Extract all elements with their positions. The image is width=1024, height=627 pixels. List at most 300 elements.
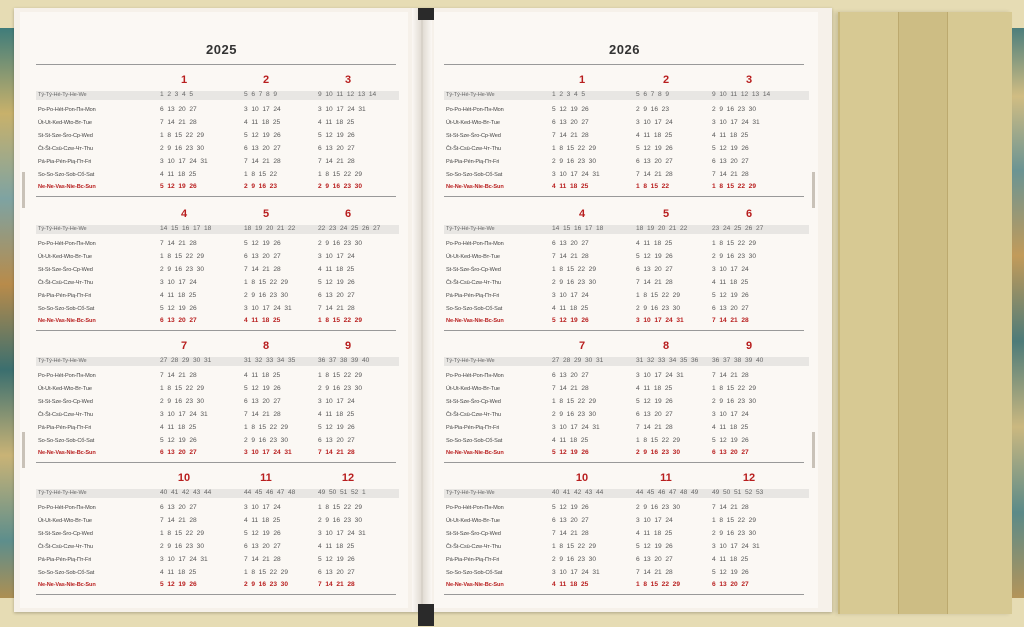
row-label-week: Tý-Tý-Hé-Ty-He-We — [446, 490, 495, 496]
row-label-wed: St-St-Sze-Śro-Ср-Wed — [38, 399, 93, 405]
week-numbers: 14 15 16 17 18 — [552, 225, 604, 232]
row-label-tue: Út-Ut-Ked-Wto-Вт-Tue — [38, 518, 92, 524]
month-number: 3 — [344, 74, 352, 86]
day-row-thu: 5 12 19 26 — [636, 145, 673, 152]
day-row-fri: 1 8 15 22 29 — [244, 424, 288, 431]
month-number: 8 — [262, 340, 270, 352]
day-row-sun: 5 12 19 26 — [160, 581, 197, 588]
day-row-mon: 4 11 18 25 — [636, 240, 673, 247]
week-numbers: 40 41 42 43 44 — [160, 489, 212, 496]
day-row-tue: 2 9 16 23 30 — [318, 517, 362, 524]
day-row-wed: 5 12 19 26 — [636, 398, 673, 405]
month-number: 4 — [180, 208, 188, 220]
row-label-mon: Po-Po-Hét-Pon-Пн-Mon — [38, 107, 96, 113]
day-row-sun: 4 11 18 25 — [552, 183, 589, 190]
row-label-sun: Ne-Ne-Vas-Nie-Вс-Sun — [446, 450, 504, 456]
day-row-sun: 4 11 18 25 — [552, 581, 589, 588]
day-row-sun: 1 8 15 22 29 — [712, 183, 756, 190]
day-row-mon: 6 13 20 27 — [552, 240, 589, 247]
row-label-thu: Čt-Št-Csü-Czw-Чт-Thu — [446, 146, 501, 152]
day-row-tue: 3 10 17 24 31 — [712, 119, 760, 126]
day-row-wed: 5 12 19 26 — [244, 132, 281, 139]
month-number: 1 — [578, 74, 586, 86]
day-row-sat: 1 8 15 22 29 — [244, 569, 288, 576]
day-row-mon: 1 8 15 22 29 — [712, 240, 756, 247]
month-number: 5 — [262, 208, 270, 220]
page-edge-tab — [812, 432, 815, 468]
page-edge-tab — [812, 172, 815, 208]
day-row-mon: 5 12 19 26 — [244, 240, 281, 247]
week-numbers: 5 6 7 8 9 — [636, 91, 669, 98]
week-numbers: 1 2 3 4 5 — [552, 91, 585, 98]
week-numbers: 23 24 25 26 27 — [712, 225, 764, 232]
day-row-wed: 7 14 21 28 — [244, 266, 281, 273]
row-label-sun: Ne-Ne-Vas-Nie-Вс-Sun — [446, 318, 504, 324]
day-row-wed: 2 9 16 23 30 — [712, 530, 756, 537]
day-row-mon: 2 9 16 23 30 — [712, 106, 756, 113]
day-row-sat: 2 9 16 23 30 — [636, 305, 680, 312]
month-number: 2 — [662, 74, 670, 86]
week-numbers: 31 32 33 34 35 — [244, 357, 296, 364]
row-label-sun: Ne-Ne-Vas-Nie-Вс-Sun — [38, 582, 96, 588]
day-row-sat: 7 14 21 28 — [712, 171, 749, 178]
day-row-thu: 1 8 15 22 29 — [244, 279, 288, 286]
row-label-sat: So-So-Szo-Sob-Сб-Sat — [446, 306, 503, 312]
row-label-wed: St-St-Sze-Śro-Ср-Wed — [38, 133, 93, 139]
day-row-sun: 6 13 20 27 — [712, 449, 749, 456]
day-row-fri: 2 9 16 23 30 — [552, 556, 596, 563]
day-row-tue: 4 11 18 25 — [244, 119, 281, 126]
page-edge-tab — [22, 432, 25, 468]
week-numbers: 31 32 33 34 35 36 — [636, 357, 699, 364]
day-row-mon: 7 14 21 28 — [160, 372, 197, 379]
month-number: 10 — [575, 472, 589, 484]
row-label-week: Tý-Tý-Hé-Ty-He-We — [38, 358, 87, 364]
week-numbers: 44 45 46 47 48 49 — [636, 489, 699, 496]
row-label-wed: St-St-Sze-Śro-Ср-Wed — [38, 531, 93, 537]
month-number: 2 — [262, 74, 270, 86]
day-row-thu: 2 9 16 23 30 — [552, 411, 596, 418]
day-row-wed: 7 14 21 28 — [552, 132, 589, 139]
day-row-mon: 2 9 16 23 30 — [636, 504, 680, 511]
day-row-thu: 4 11 18 25 — [712, 279, 749, 286]
day-row-thu: 1 8 15 22 29 — [552, 145, 596, 152]
day-row-thu: 5 12 19 26 — [712, 145, 749, 152]
day-row-wed: 4 11 18 25 — [318, 266, 355, 273]
day-row-tue: 1 8 15 22 29 — [712, 517, 756, 524]
year-divider — [444, 64, 804, 65]
row-label-week: Tý-Tý-Hé-Ty-He-We — [38, 226, 87, 232]
day-row-fri: 6 13 20 27 — [636, 158, 673, 165]
week-numbers: 49 50 51 52 53 — [712, 489, 764, 496]
day-row-thu: 5 12 19 26 — [318, 279, 355, 286]
day-row-mon: 4 11 18 25 — [244, 372, 281, 379]
month-number: 5 — [662, 208, 670, 220]
day-row-mon: 6 13 20 27 — [160, 106, 197, 113]
week-numbers: 27 28 29 30 31 — [160, 357, 212, 364]
row-label-tue: Út-Ut-Ked-Wto-Вт-Tue — [446, 386, 500, 392]
row-label-fri: Pá-Pia-Pén-Pią-Пт-Fri — [38, 293, 92, 299]
row-label-wed: St-St-Sze-Śro-Ср-Wed — [446, 267, 501, 273]
row-label-fri: Pá-Pia-Pén-Pią-Пт-Fri — [446, 425, 500, 431]
open-pages — [14, 8, 832, 612]
row-label-tue: Út-Ut-Ked-Wto-Вт-Tue — [446, 120, 500, 126]
day-row-wed: 2 9 16 23 30 — [160, 398, 204, 405]
month-number: 3 — [745, 74, 753, 86]
quarter-divider — [36, 594, 396, 595]
day-row-wed: 2 9 16 23 30 — [160, 266, 204, 273]
row-label-fri: Pá-Pia-Pén-Pią-Пт-Fri — [446, 293, 500, 299]
row-label-tue: Út-Ut-Ked-Wto-Вт-Tue — [38, 120, 92, 126]
row-label-tue: Út-Ut-Ked-Wto-Вт-Tue — [446, 254, 500, 260]
day-row-mon: 7 14 21 28 — [160, 240, 197, 247]
week-numbers: 27 28 29 30 31 — [552, 357, 604, 364]
day-row-sat: 7 14 21 28 — [636, 569, 673, 576]
day-row-wed: 7 14 21 28 — [552, 530, 589, 537]
day-row-sat: 1 8 15 22 29 — [636, 437, 680, 444]
month-number: 9 — [745, 340, 753, 352]
day-row-mon: 2 9 16 23 — [636, 106, 669, 113]
row-label-tue: Út-Ut-Ked-Wto-Вт-Tue — [38, 254, 92, 260]
row-label-sat: So-So-Szo-Sob-Сб-Sat — [446, 172, 503, 178]
day-row-tue: 7 14 21 28 — [552, 253, 589, 260]
row-label-fri: Pá-Pia-Pén-Pią-Пт-Fri — [38, 557, 92, 563]
day-row-tue: 1 8 15 22 29 — [160, 253, 204, 260]
row-label-wed: St-St-Sze-Śro-Ср-Wed — [446, 399, 501, 405]
day-row-fri: 4 11 18 25 — [712, 424, 749, 431]
day-row-tue: 7 14 21 28 — [160, 517, 197, 524]
day-row-sun: 3 10 17 24 31 — [244, 449, 292, 456]
day-row-sun: 5 12 19 26 — [552, 317, 589, 324]
row-label-mon: Po-Po-Hét-Pon-Пн-Mon — [38, 241, 96, 247]
day-row-tue: 1 8 15 22 29 — [712, 385, 756, 392]
row-label-sun: Ne-Ne-Vas-Nie-Вс-Sun — [38, 184, 96, 190]
day-row-tue: 4 11 18 25 — [244, 517, 281, 524]
row-label-sun: Ne-Ne-Vas-Nie-Вс-Sun — [38, 450, 96, 456]
day-row-sat: 5 12 19 26 — [160, 437, 197, 444]
row-label-mon: Po-Po-Hét-Pon-Пн-Mon — [446, 241, 504, 247]
row-label-week: Tý-Tý-Hé-Ty-He-We — [446, 226, 495, 232]
day-row-thu: 2 9 16 23 30 — [160, 145, 204, 152]
day-row-fri: 4 11 18 25 — [160, 292, 197, 299]
day-row-sun: 2 9 16 23 30 — [636, 449, 680, 456]
day-row-sun: 4 11 18 25 — [244, 317, 281, 324]
day-row-sat: 4 11 18 25 — [160, 171, 197, 178]
day-row-thu: 4 11 18 25 — [318, 543, 355, 550]
day-row-sun: 2 9 16 23 30 — [244, 581, 288, 588]
day-row-tue: 3 10 17 24 — [318, 253, 355, 260]
day-row-fri: 7 14 21 28 — [244, 158, 281, 165]
day-row-sun: 1 8 15 22 29 — [318, 317, 362, 324]
quarter-divider — [36, 196, 396, 197]
year-heading: 2026 — [609, 42, 640, 57]
row-label-mon: Po-Po-Hét-Pon-Пн-Mon — [38, 373, 96, 379]
day-row-fri: 6 13 20 27 — [318, 292, 355, 299]
row-label-sat: So-So-Szo-Sob-Сб-Sat — [38, 306, 95, 312]
day-row-tue: 6 13 20 27 — [552, 119, 589, 126]
week-numbers: 44 45 46 47 48 — [244, 489, 296, 496]
day-row-mon: 5 12 19 26 — [552, 504, 589, 511]
row-label-thu: Čt-Št-Csü-Czw-Чт-Thu — [446, 280, 501, 286]
day-row-sat: 4 11 18 25 — [552, 437, 589, 444]
day-row-tue: 4 11 18 25 — [318, 119, 355, 126]
day-row-sun: 3 10 17 24 31 — [636, 317, 684, 324]
row-label-sat: So-So-Szo-Sob-Сб-Sat — [38, 438, 95, 444]
day-row-mon: 7 14 21 28 — [712, 504, 749, 511]
row-label-week: Tý-Tý-Hé-Ty-He-We — [38, 92, 87, 98]
day-row-sat: 2 9 16 23 30 — [244, 437, 288, 444]
day-row-fri: 5 12 19 26 — [318, 556, 355, 563]
year-divider — [36, 64, 396, 65]
day-row-wed: 3 10 17 24 31 — [318, 530, 366, 537]
day-row-sat: 6 13 20 27 — [318, 569, 355, 576]
day-row-thu: 3 10 17 24 — [160, 279, 197, 286]
day-row-thu: 6 13 20 27 — [244, 145, 281, 152]
bookmark-ribbon-bottom[interactable] — [418, 604, 434, 626]
day-row-mon: 3 10 17 24 31 — [636, 372, 684, 379]
month-number: 11 — [260, 472, 272, 484]
day-row-tue: 6 13 20 27 — [552, 517, 589, 524]
day-row-mon: 6 13 20 27 — [552, 372, 589, 379]
week-numbers: 9 10 11 12 13 14 — [318, 91, 377, 98]
day-row-sat: 4 11 18 25 — [160, 569, 197, 576]
row-label-tue: Út-Ut-Ked-Wto-Вт-Tue — [38, 386, 92, 392]
day-row-fri: 3 10 17 24 31 — [552, 424, 600, 431]
day-row-sat: 5 12 19 26 — [712, 437, 749, 444]
row-label-fri: Pá-Pia-Pén-Pią-Пт-Fri — [38, 159, 92, 165]
elastic-band — [898, 12, 948, 614]
day-row-wed: 6 13 20 27 — [244, 398, 281, 405]
row-label-thu: Čt-Št-Csü-Czw-Чт-Thu — [38, 412, 93, 418]
day-row-tue: 2 9 16 23 30 — [318, 385, 362, 392]
cover-flap — [838, 12, 1012, 614]
row-label-sat: So-So-Szo-Sob-Сб-Sat — [38, 570, 95, 576]
day-row-sun: 6 13 20 27 — [712, 581, 749, 588]
week-numbers: 14 15 16 17 18 — [160, 225, 212, 232]
day-row-mon: 7 14 21 28 — [712, 372, 749, 379]
day-row-fri: 6 13 20 27 — [712, 158, 749, 165]
day-row-sun: 2 9 16 23 30 — [318, 183, 362, 190]
month-number: 12 — [341, 472, 355, 484]
day-row-thu: 3 10 17 24 — [712, 411, 749, 418]
day-row-sat: 3 10 17 24 31 — [552, 171, 600, 178]
day-row-wed: 6 13 20 27 — [636, 266, 673, 273]
page-edge-tab — [22, 172, 25, 208]
book-gutter — [412, 8, 432, 612]
day-row-tue: 1 8 15 22 29 — [160, 385, 204, 392]
row-label-thu: Čt-Št-Csü-Czw-Чт-Thu — [446, 412, 501, 418]
week-numbers: 5 6 7 8 9 — [244, 91, 277, 98]
day-row-tue: 7 14 21 28 — [160, 119, 197, 126]
day-row-mon: 5 12 19 26 — [552, 106, 589, 113]
day-row-sun: 5 12 19 26 — [160, 183, 197, 190]
row-label-thu: Čt-Št-Csü-Czw-Чт-Thu — [446, 544, 501, 550]
day-row-fri: 7 14 21 28 — [318, 158, 355, 165]
day-row-sat: 4 11 18 25 — [552, 305, 589, 312]
day-row-mon: 3 10 17 24 — [244, 106, 281, 113]
day-row-tue: 7 14 21 28 — [552, 385, 589, 392]
day-row-thu: 7 14 21 28 — [636, 279, 673, 286]
day-row-wed: 4 11 18 25 — [712, 132, 749, 139]
quarter-divider — [444, 196, 804, 197]
day-row-wed: 5 12 19 26 — [244, 530, 281, 537]
row-label-fri: Pá-Pia-Pén-Pią-Пт-Fri — [446, 557, 500, 563]
week-numbers: 36 37 38 39 40 — [318, 357, 370, 364]
day-row-fri: 5 12 19 26 — [318, 424, 355, 431]
row-label-fri: Pá-Pia-Pén-Pią-Пт-Fri — [38, 425, 92, 431]
day-row-fri: 6 13 20 27 — [636, 556, 673, 563]
row-label-wed: St-St-Sze-Śro-Ср-Wed — [38, 267, 93, 273]
week-numbers: 49 50 51 52 1 — [318, 489, 366, 496]
day-row-sat: 1 8 15 22 29 — [318, 171, 362, 178]
day-row-fri: 7 14 21 28 — [244, 556, 281, 563]
month-number: 7 — [578, 340, 586, 352]
month-number: 11 — [660, 472, 672, 484]
month-number: 4 — [578, 208, 586, 220]
row-label-mon: Po-Po-Hét-Pon-Пн-Mon — [446, 107, 504, 113]
week-numbers: 18 19 20 21 22 — [636, 225, 688, 232]
day-row-thu: 2 9 16 23 30 — [552, 279, 596, 286]
month-number: 6 — [745, 208, 753, 220]
day-row-wed: 3 10 17 24 — [318, 398, 355, 405]
day-row-tue: 5 12 19 26 — [636, 253, 673, 260]
page-2025 — [20, 12, 408, 608]
day-row-tue: 3 10 17 24 — [636, 517, 673, 524]
day-row-fri: 2 9 16 23 30 — [244, 292, 288, 299]
day-row-fri: 4 11 18 25 — [160, 424, 197, 431]
day-row-fri: 2 9 16 23 30 — [552, 158, 596, 165]
week-numbers: 1 2 3 4 5 — [160, 91, 193, 98]
quarter-divider — [36, 330, 396, 331]
quarter-divider — [444, 462, 804, 463]
day-row-sat: 1 8 15 22 — [244, 171, 277, 178]
row-label-sat: So-So-Szo-Sob-Сб-Sat — [446, 438, 503, 444]
row-label-thu: Čt-Št-Csü-Czw-Чт-Thu — [38, 146, 93, 152]
day-row-thu: 2 9 16 23 30 — [160, 543, 204, 550]
day-row-wed: 1 8 15 22 29 — [552, 398, 596, 405]
day-row-wed: 1 8 15 22 29 — [160, 530, 204, 537]
day-row-sun: 6 13 20 27 — [160, 317, 197, 324]
row-label-sun: Ne-Ne-Vas-Nie-Вс-Sun — [38, 318, 96, 324]
day-row-tue: 6 13 20 27 — [244, 253, 281, 260]
day-row-fri: 3 10 17 24 — [552, 292, 589, 299]
month-number: 12 — [742, 472, 756, 484]
day-row-thu: 6 13 20 27 — [244, 543, 281, 550]
bookmark-ribbon-top[interactable] — [418, 8, 434, 20]
day-row-sun: 1 8 15 22 29 — [636, 581, 680, 588]
row-label-mon: Po-Po-Hét-Pon-Пн-Mon — [446, 373, 504, 379]
day-row-mon: 2 9 16 23 30 — [318, 240, 362, 247]
day-row-fri: 3 10 17 24 31 — [160, 556, 208, 563]
week-numbers: 9 10 11 12 13 14 — [712, 91, 771, 98]
quarter-divider — [36, 462, 396, 463]
day-row-tue: 3 10 17 24 — [636, 119, 673, 126]
day-row-mon: 6 13 20 27 — [160, 504, 197, 511]
row-label-fri: Pá-Pia-Pén-Pią-Пт-Fri — [446, 159, 500, 165]
day-row-wed: 2 9 16 23 30 — [712, 398, 756, 405]
page-2026 — [434, 12, 818, 608]
row-label-sun: Ne-Ne-Vas-Nie-Вс-Sun — [446, 184, 504, 190]
week-numbers: 22 23 24 25 26 27 — [318, 225, 381, 232]
row-label-sat: So-So-Szo-Sob-Сб-Sat — [38, 172, 95, 178]
week-numbers: 18 19 20 21 22 — [244, 225, 296, 232]
day-row-fri: 3 10 17 24 31 — [160, 158, 208, 165]
day-row-fri: 4 11 18 25 — [712, 556, 749, 563]
day-row-sat: 5 12 19 26 — [160, 305, 197, 312]
day-row-wed: 4 11 18 25 — [636, 132, 673, 139]
month-number: 6 — [344, 208, 352, 220]
day-row-thu: 6 13 20 27 — [636, 411, 673, 418]
day-row-thu: 4 11 18 25 — [318, 411, 355, 418]
week-numbers: 40 41 42 43 44 — [552, 489, 604, 496]
day-row-sat: 6 13 20 27 — [318, 437, 355, 444]
day-row-wed: 3 10 17 24 — [712, 266, 749, 273]
day-row-thu: 3 10 17 24 31 — [160, 411, 208, 418]
day-row-thu: 1 8 15 22 29 — [552, 543, 596, 550]
day-row-sun: 5 12 19 26 — [552, 449, 589, 456]
day-row-sun: 7 14 21 28 — [318, 449, 355, 456]
row-label-week: Tý-Tý-Hé-Ty-He-We — [446, 92, 495, 98]
day-row-wed: 4 11 18 25 — [636, 530, 673, 537]
day-row-sat: 6 13 20 27 — [712, 305, 749, 312]
day-row-tue: 5 12 19 26 — [244, 385, 281, 392]
month-number: 1 — [180, 74, 188, 86]
month-number: 10 — [177, 472, 191, 484]
row-label-mon: Po-Po-Hét-Pon-Пн-Mon — [38, 505, 96, 511]
row-label-sun: Ne-Ne-Vas-Nie-Вс-Sun — [446, 582, 504, 588]
day-row-mon: 3 10 17 24 — [244, 504, 281, 511]
day-row-sun: 7 14 21 28 — [318, 581, 355, 588]
row-label-mon: Po-Po-Hét-Pon-Пн-Mon — [446, 505, 504, 511]
day-row-mon: 1 8 15 22 29 — [318, 372, 362, 379]
day-row-sat: 7 14 21 28 — [318, 305, 355, 312]
day-row-wed: 1 8 15 22 29 — [160, 132, 204, 139]
day-row-sat: 3 10 17 24 31 — [244, 305, 292, 312]
day-row-thu: 5 12 19 26 — [636, 543, 673, 550]
day-row-mon: 1 8 15 22 29 — [318, 504, 362, 511]
row-label-week: Tý-Tý-Hé-Ty-He-We — [38, 490, 87, 496]
row-label-tue: Út-Ut-Ked-Wto-Вт-Tue — [446, 518, 500, 524]
day-row-sun: 2 9 16 23 — [244, 183, 277, 190]
day-row-sat: 7 14 21 28 — [636, 171, 673, 178]
quarter-divider — [444, 330, 804, 331]
row-label-week: Tý-Tý-Hé-Ty-He-We — [446, 358, 495, 364]
day-row-fri: 5 12 19 26 — [712, 292, 749, 299]
day-row-thu: 6 13 20 27 — [318, 145, 355, 152]
day-row-sat: 3 10 17 24 31 — [552, 569, 600, 576]
week-numbers: 36 37 38 39 40 — [712, 357, 764, 364]
row-label-thu: Čt-Št-Csü-Czw-Чт-Thu — [38, 280, 93, 286]
day-row-sun: 6 13 20 27 — [160, 449, 197, 456]
day-row-tue: 4 11 18 25 — [636, 385, 673, 392]
day-row-thu: 7 14 21 28 — [244, 411, 281, 418]
day-row-sun: 7 14 21 28 — [712, 317, 749, 324]
day-row-sun: 1 8 15 22 — [636, 183, 669, 190]
day-row-thu: 3 10 17 24 31 — [712, 543, 760, 550]
row-label-sat: So-So-Szo-Sob-Сб-Sat — [446, 570, 503, 576]
day-row-wed: 5 12 19 26 — [318, 132, 355, 139]
month-number: 9 — [344, 340, 352, 352]
day-row-fri: 1 8 15 22 29 — [636, 292, 680, 299]
row-label-wed: St-St-Sze-Śro-Ср-Wed — [446, 531, 501, 537]
day-row-fri: 7 14 21 28 — [636, 424, 673, 431]
day-row-sat: 5 12 19 26 — [712, 569, 749, 576]
day-row-wed: 1 8 15 22 29 — [552, 266, 596, 273]
quarter-divider — [444, 594, 804, 595]
cover-artwork-left — [0, 28, 14, 598]
month-number: 8 — [662, 340, 670, 352]
month-number: 7 — [180, 340, 188, 352]
